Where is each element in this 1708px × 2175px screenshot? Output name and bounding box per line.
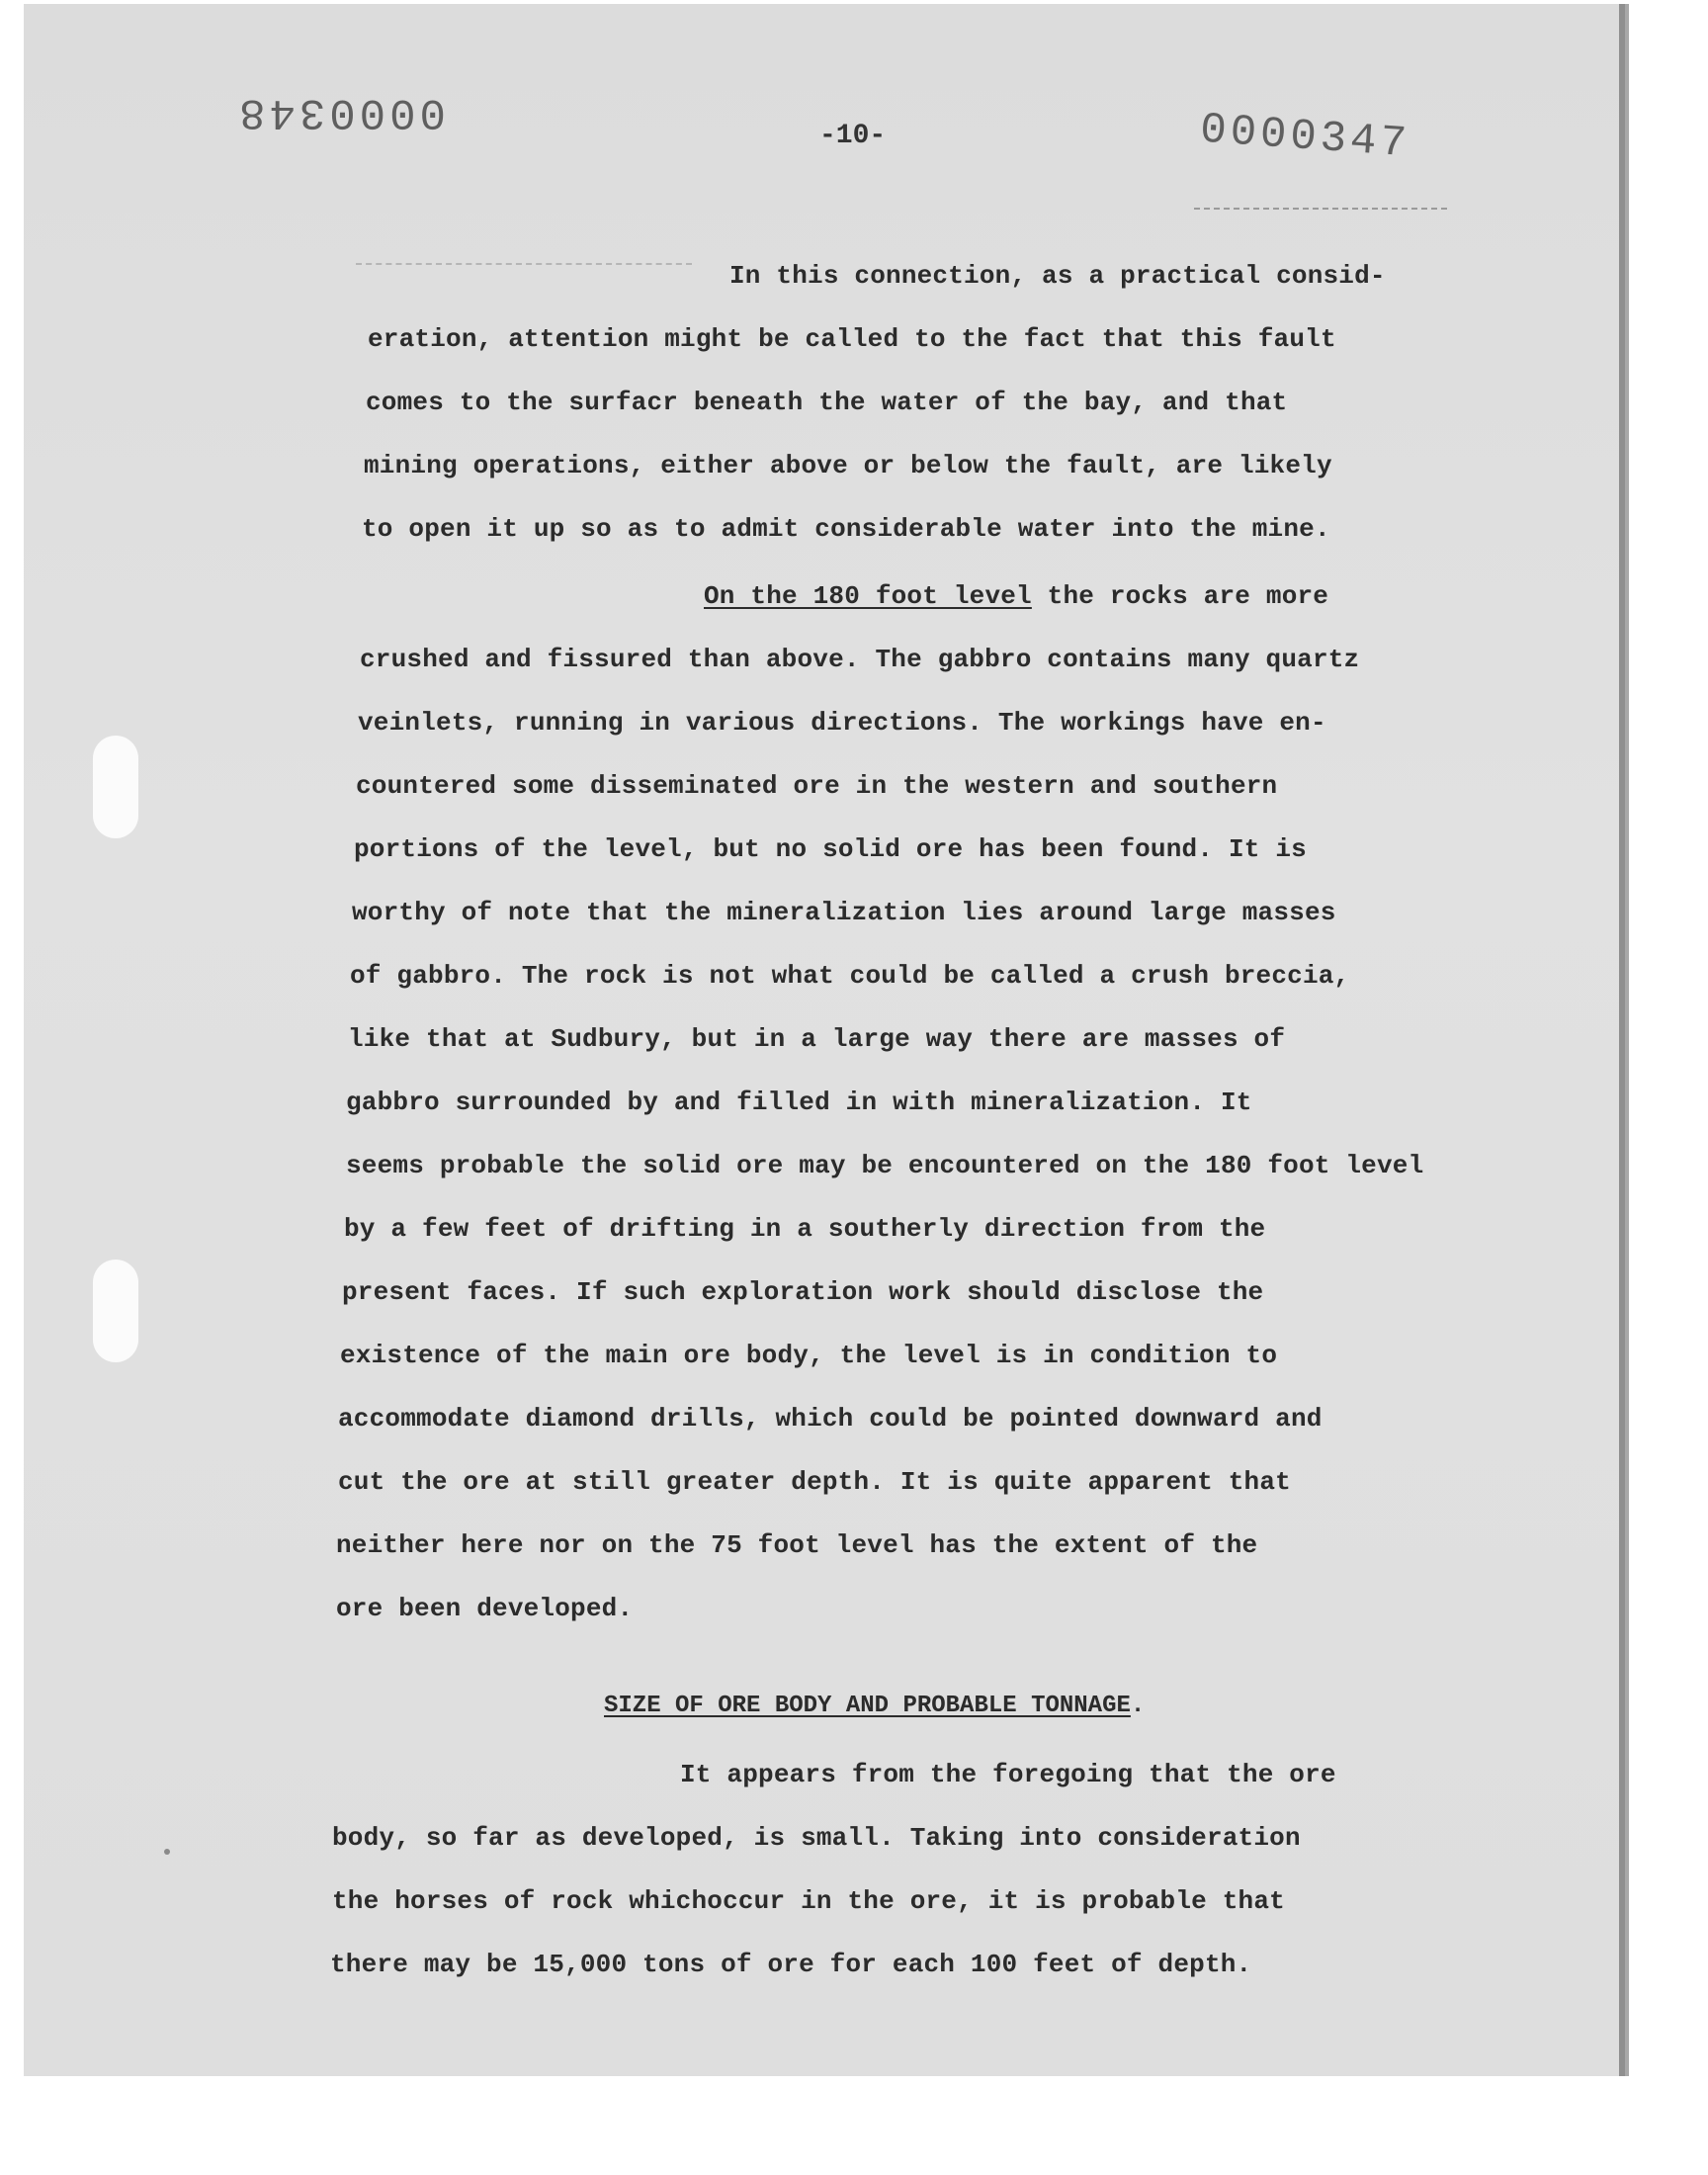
stamp-number-right: 0000347 xyxy=(1198,105,1412,170)
paragraph2-line-9: seems probable the solid ore may be encountered on the 180 foot level xyxy=(346,1151,1424,1180)
paragraph3-line-1: It appears from the foregoing that the ore xyxy=(680,1760,1336,1789)
paragraph2-line-2: veinlets, running in various directions. The workings have en- xyxy=(358,708,1326,738)
paragraph2-line-7: like that at Sudbury, but in a large way there are masses of xyxy=(348,1024,1286,1054)
paragraph1-line-4: mining operations, either above or below the fault, are likely xyxy=(364,451,1332,480)
paragraph2-line-10: by a few feet of drifting in a southerly direction from the xyxy=(344,1214,1266,1244)
section-heading-text: SIZE OF ORE BODY AND PROBABLE TONNAGE xyxy=(604,1693,1131,1719)
paragraph2-line-6: of gabbro. The rock is not what could be called a crush breccia, xyxy=(350,961,1350,991)
paragraph1-line-1: In this connection, as a practical consid- xyxy=(729,261,1386,291)
dashed-rule xyxy=(1194,208,1447,210)
paragraph2-line-16: ore been developed. xyxy=(336,1594,634,1623)
paragraph2-line-13: accommodate diamond drills, which could be pointed downward and xyxy=(338,1404,1323,1434)
paragraph1-line-3: comes to the surfacr beneath the water of the bay, and that xyxy=(366,388,1288,417)
paragraph2-line-12: existence of the main ore body, the level is in condition to xyxy=(340,1341,1278,1370)
paragraph3-line-4: there may be 15,000 tons of ore for each 100 feet of depth. xyxy=(330,1950,1252,1979)
document-page xyxy=(24,4,1625,2076)
paragraph2-line-15: neither here nor on the 75 foot level has the extent of the xyxy=(336,1530,1258,1560)
paragraph3-line-3: the horses of rock whichoccur in the ore, it is probable that xyxy=(332,1886,1285,1916)
paragraph2-line-14: cut the ore at still greater depth. It is quite apparent that xyxy=(338,1467,1291,1497)
paragraph2-line-1: crushed and fissured than above. The gabbro contains many quartz xyxy=(360,645,1360,674)
punch-hole-lower xyxy=(93,1260,138,1362)
lead-line-rest: the rocks are more xyxy=(1031,581,1329,611)
paragraph3-line-2: body, so far as developed, is small. Taking into consideration xyxy=(332,1823,1301,1853)
underlined-level-phrase: On the 180 foot level xyxy=(704,581,1032,611)
faint-dashed-rule xyxy=(356,263,692,265)
paragraph2-line-11: present faces. If such exploration work should disclose the xyxy=(342,1277,1264,1307)
paragraph2-lead-line xyxy=(704,581,1328,611)
margin-speck xyxy=(164,1849,170,1855)
paragraph1-line-2: eration, attention might be called to the fact that this fault xyxy=(368,324,1336,354)
punch-hole-upper xyxy=(93,736,138,838)
section-heading-period: . xyxy=(1130,1693,1146,1719)
stamp-number-left: 0000348 xyxy=(235,87,446,136)
paragraph2-line-3: countered some disseminated ore in the western and southern xyxy=(356,771,1278,801)
paragraph2-line-5: worthy of note that the mineralization lies around large masses xyxy=(352,898,1336,927)
page-number: -10- xyxy=(819,121,887,151)
paragraph2-line-8: gabbro surrounded by and filled in with mineralization. It xyxy=(346,1088,1252,1117)
paragraph1-line-5: to open it up so as to admit considerable water into the mine. xyxy=(362,514,1330,544)
section-heading xyxy=(604,1693,1145,1719)
page-edge xyxy=(1619,4,1625,2076)
paragraph2-line-4: portions of the level, but no solid ore has been found. It is xyxy=(354,834,1307,864)
